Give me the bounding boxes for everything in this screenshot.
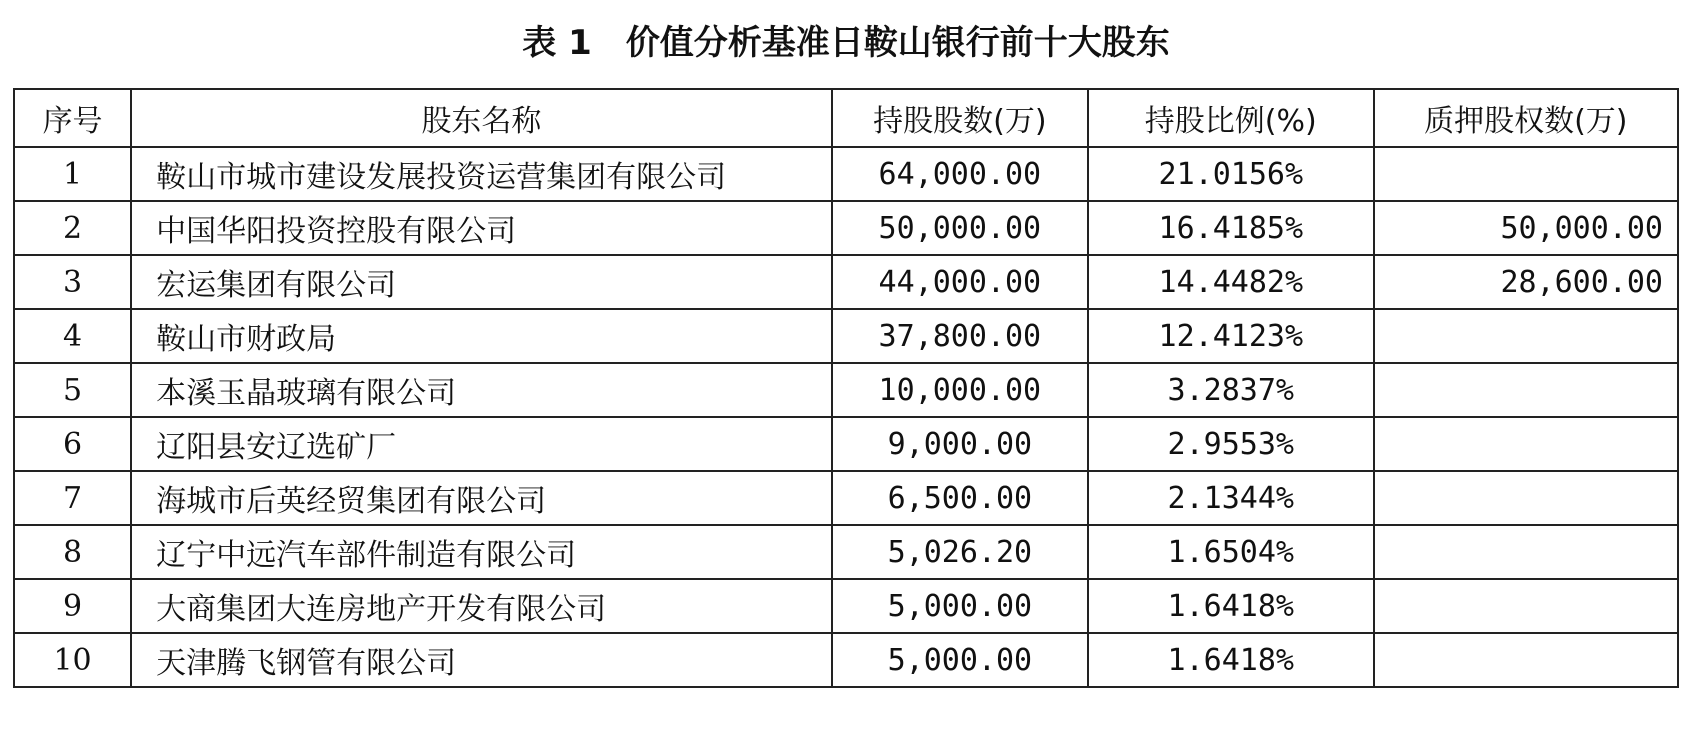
row-holding-ratio: 14.4482% — [1088, 255, 1374, 309]
row-shares-held: 9,000.00 — [832, 417, 1088, 471]
row-shares-held: 37,800.00 — [832, 309, 1088, 363]
row-index: 5 — [14, 363, 131, 417]
row-pledged-shares — [1374, 471, 1678, 525]
header-pledged-shares: 质押股权数(万) — [1374, 89, 1678, 147]
row-shares-held: 5,000.00 — [832, 633, 1088, 687]
row-index: 3 — [14, 255, 131, 309]
row-index: 6 — [14, 417, 131, 471]
table-row — [14, 633, 1678, 687]
row-pledged-shares — [1374, 417, 1678, 471]
row-pledged-shares — [1374, 633, 1678, 687]
row-shareholder-name: 海城市后英经贸集团有限公司 — [131, 471, 832, 525]
row-pledged-shares — [1374, 579, 1678, 633]
table-row — [14, 417, 1678, 471]
row-holding-ratio: 3.2837% — [1088, 363, 1374, 417]
row-shares-held: 5,026.20 — [832, 525, 1088, 579]
row-shares-held: 5,000.00 — [832, 579, 1088, 633]
table-row — [14, 579, 1678, 633]
row-shareholder-name: 宏运集团有限公司 — [131, 255, 832, 309]
row-shares-held: 10,000.00 — [832, 363, 1088, 417]
row-shares-held: 64,000.00 — [832, 147, 1088, 201]
row-index: 7 — [14, 471, 131, 525]
shareholders-table — [13, 88, 1679, 688]
row-holding-ratio: 21.0156% — [1088, 147, 1374, 201]
row-shareholder-name: 本溪玉晶玻璃有限公司 — [131, 363, 832, 417]
table-row — [14, 201, 1678, 255]
row-shareholder-name: 中国华阳投资控股有限公司 — [131, 201, 832, 255]
table-row — [14, 363, 1678, 417]
row-holding-ratio: 16.4185% — [1088, 201, 1374, 255]
table-row — [14, 525, 1678, 579]
row-shareholder-name: 辽阳县安辽选矿厂 — [131, 417, 832, 471]
row-shareholder-name: 辽宁中远汽车部件制造有限公司 — [131, 525, 832, 579]
row-shareholder-name: 鞍山市财政局 — [131, 309, 832, 363]
table-body — [14, 147, 1678, 687]
row-index: 1 — [14, 147, 131, 201]
table-row — [14, 309, 1678, 363]
row-holding-ratio: 1.6418% — [1088, 579, 1374, 633]
row-pledged-shares — [1374, 309, 1678, 363]
row-holding-ratio: 2.9553% — [1088, 417, 1374, 471]
header-index: 序号 — [14, 89, 131, 147]
table-header — [14, 89, 1678, 147]
header-shares-held: 持股股数(万) — [832, 89, 1088, 147]
row-shareholder-name: 鞍山市城市建设发展投资运营集团有限公司 — [131, 147, 832, 201]
table-row — [14, 147, 1678, 201]
row-holding-ratio: 2.1344% — [1088, 471, 1374, 525]
row-index: 2 — [14, 201, 131, 255]
row-shares-held: 6,500.00 — [832, 471, 1088, 525]
row-pledged-shares — [1374, 363, 1678, 417]
row-index: 4 — [14, 309, 131, 363]
row-holding-ratio: 1.6418% — [1088, 633, 1374, 687]
header-row — [14, 89, 1678, 147]
row-index: 10 — [14, 633, 131, 687]
row-pledged-shares — [1374, 147, 1678, 201]
row-holding-ratio: 1.6504% — [1088, 525, 1374, 579]
row-pledged-shares — [1374, 525, 1678, 579]
row-pledged-shares: 50,000.00 — [1374, 201, 1678, 255]
table-row — [14, 255, 1678, 309]
header-holding-ratio: 持股比例(%) — [1088, 89, 1374, 147]
table-row — [14, 471, 1678, 525]
row-holding-ratio: 12.4123% — [1088, 309, 1374, 363]
row-shareholder-name: 天津腾飞钢管有限公司 — [131, 633, 832, 687]
row-pledged-shares: 28,600.00 — [1374, 255, 1678, 309]
row-shareholder-name: 大商集团大连房地产开发有限公司 — [131, 579, 832, 633]
row-shares-held: 44,000.00 — [832, 255, 1088, 309]
row-index: 9 — [14, 579, 131, 633]
row-index: 8 — [14, 525, 131, 579]
header-shareholder-name: 股东名称 — [131, 89, 832, 147]
row-shares-held: 50,000.00 — [832, 201, 1088, 255]
table-title: 表 1 价值分析基准日鞍山银行前十大股东 — [522, 23, 1170, 63]
